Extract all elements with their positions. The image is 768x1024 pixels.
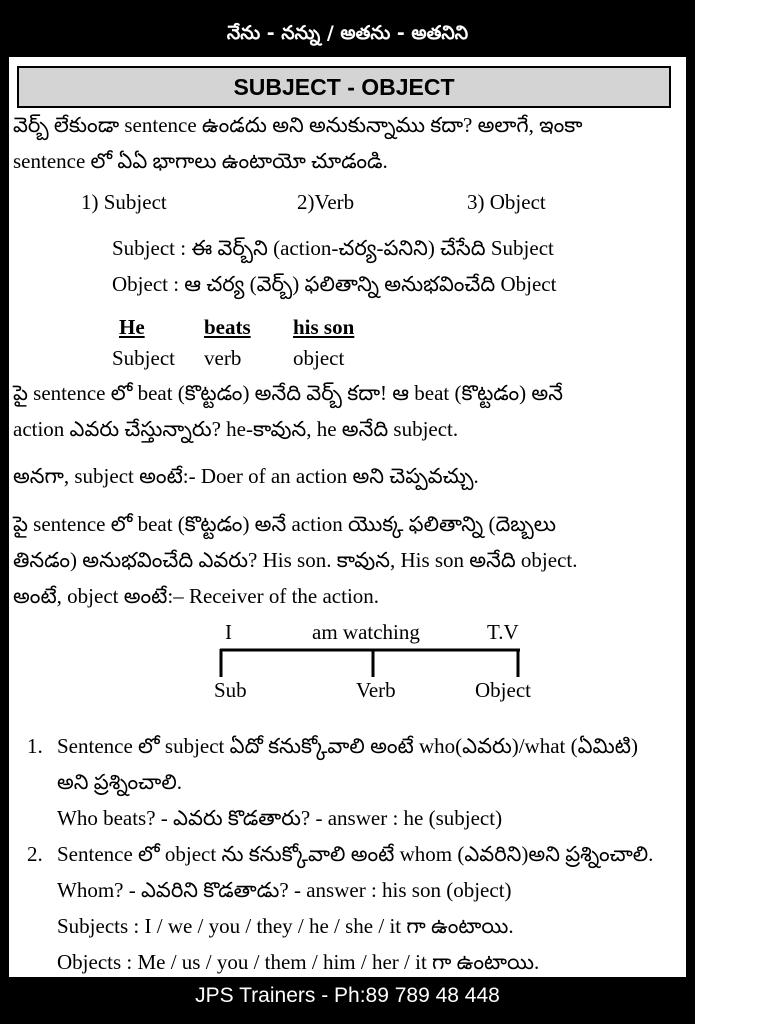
telugu-title: నేను - నన్ను / అతను - అతనిని [226,22,469,44]
example1-role-object: object [293,346,345,370]
part-verb: 2)Verb [297,190,355,214]
rule1-line-3: Who beats? - ఎవరు కొడతారు? - answer : he (subject) [57,806,503,830]
rule2-line-2: Whom? - ఎవరిని కొడతాడు? - answer : his son (object) [57,878,512,902]
example1-word-he: He [119,315,145,339]
rule1-line-1: Sentence లో subject ఏదో కనుక్కోవాలి అంటే who(ఎవరు)/what (ఏమిటి) [57,734,638,758]
example1-role-verb: verb [204,346,242,370]
rule1-number: 1. [27,734,43,758]
footer-text: JPS Trainers - Ph:89 789 48 448 [195,984,500,1007]
example2-role-verb: Verb [356,678,396,702]
explain1-line-2: action ఎవరు చేస్తున్నారు? he-కావున, he అనేది subject. [13,417,459,441]
intro-line-1: వెర్బ్ లేకుండా sentence ఉండదు అని అనుకున్నాము కదా? అలాగే, ఇంకా [13,113,583,137]
example2-word-tv: T.V [487,620,519,644]
example2-word-i: I [225,620,232,644]
explain2-line-2: తినడం) అనుభవించేది ఎవరు? His son. కావున, His son అనేది object. [13,548,578,572]
rule1-line-2: అని ప్రశ్నించాలి. [57,770,182,794]
example2-role-sub: Sub [214,678,247,702]
page-title: SUBJECT - OBJECT [17,66,671,108]
subject-definition: Subject : ఈ వెర్బ్‌ని (action-చర్య-పనిని) చేసేది Subject [112,236,554,260]
explain2-line-1: పై sentence లో beat (కొట్టడం) అనే action యొక్క ఫలితాన్ని (దెబ్బలు [13,512,556,536]
subject-meaning: అనగా, subject అంటే:- Doer of an action అని చెప్పవచ్చు. [13,464,479,488]
example2-role-object: Object [475,678,531,702]
object-definition: Object : ఆ చర్య (వెర్బ్) ఫలితాన్ని అనుభవించేది Object [112,272,557,296]
part-object: 3) Object [467,190,546,214]
rule2-line-1: Sentence లో object ను కనుక్కోవాలి అంటే whom (ఎవరిని)అని ప్రశ్నించాలి. [57,842,654,866]
subjects-list: Subjects : I / we / you / they / he / she / it గా ఉంటాయి. [57,914,514,938]
example2-word-amwatching: am watching [312,620,420,644]
intro-line-2: sentence లో ఏఏ భాగాలు ఉంటాయో చూడండి. [13,149,388,173]
example1-word-hisson: his son [293,315,355,339]
bracket-diagram [9,9,686,729]
object-meaning: అంటే, object అంటే:– Receiver of the action. [13,584,380,608]
example1-word-beats: beats [204,315,251,339]
explain1-line-1: పై sentence లో beat (కొట్టడం) అనేది వెర్బ్ కదా! ఆ beat (కొట్టడం) అనే [13,381,563,405]
example1-role-subject: Subject [112,346,175,370]
document-body [9,9,686,1015]
objects-list: Objects : Me / us / you / them / him / her / it గా ఉంటాయి. [57,950,540,974]
footer-bar [9,977,686,1015]
part-subject: 1) Subject [81,190,167,214]
rule2-number: 2. [27,842,43,866]
